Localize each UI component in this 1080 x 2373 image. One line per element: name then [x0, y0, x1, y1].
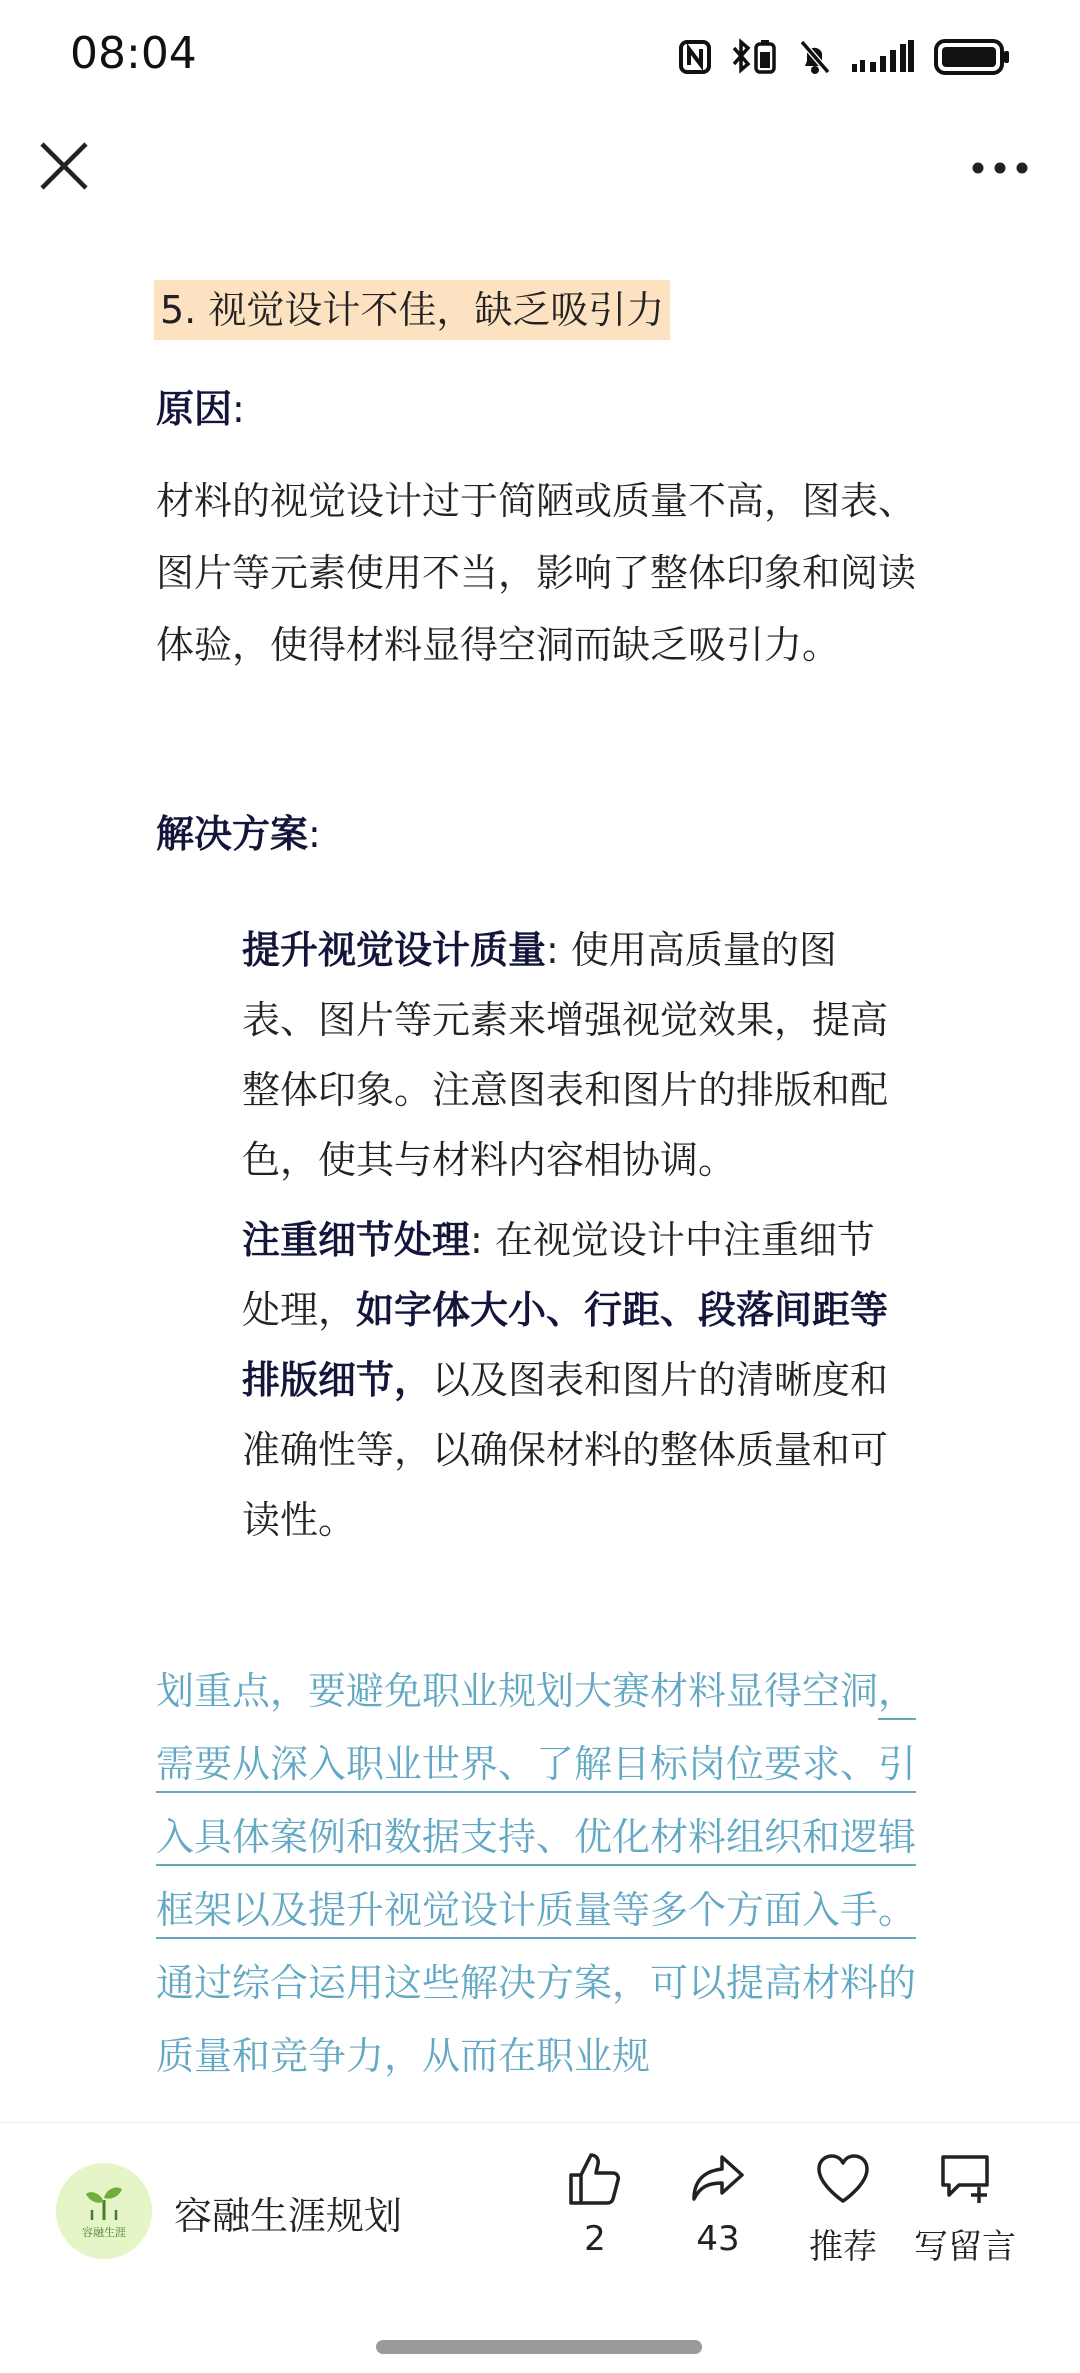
recommend-button[interactable]	[788, 2149, 898, 2268]
share-button[interactable]	[663, 2149, 773, 2259]
solution-colon: :	[308, 812, 321, 856]
solution-item-colon: :	[470, 1218, 483, 1262]
solution-label: 解决方案	[156, 812, 309, 856]
solution-heading	[156, 810, 321, 858]
more-icon	[970, 150, 1030, 186]
thumbs-up-icon	[565, 2149, 625, 2209]
solution-item-emphasis: 如字体大小、行距、段落间距等排版细节，	[242, 1288, 889, 1402]
close-icon	[36, 138, 92, 194]
status-bar	[0, 0, 1080, 120]
solution-item	[242, 915, 902, 1195]
reason-heading	[156, 385, 245, 433]
nfc-icon	[678, 39, 712, 75]
mute-icon	[798, 38, 832, 76]
home-indicator[interactable]	[376, 2340, 702, 2354]
like-button[interactable]	[540, 2149, 650, 2259]
solution-item-text: 使用高质量的图表、图片等元素来增强视觉效果，提高整体印象。注意图表和图片的排版和配色，使其与材料内容相协调。	[242, 928, 889, 1182]
write-comment-icon	[935, 2149, 995, 2209]
section-title: 5. 视觉设计不佳，缺乏吸引力	[154, 280, 670, 340]
status-time: 08:04	[70, 28, 197, 79]
heart-icon	[813, 2149, 873, 2209]
share-icon	[688, 2149, 748, 2209]
comment-label: 写留言	[914, 2227, 1016, 2267]
share-count: 43	[696, 2219, 740, 2259]
comment-button[interactable]	[910, 2149, 1020, 2268]
bottom-action-bar	[0, 2122, 1080, 2373]
signal-icon	[850, 40, 916, 74]
reason-colon: :	[232, 387, 245, 431]
solution-item-title: 注重细节处理	[242, 1218, 471, 1262]
sprout-icon	[82, 2182, 126, 2222]
solution-item	[242, 1205, 902, 1555]
battery-icon	[934, 38, 1010, 76]
like-count: 2	[584, 2219, 606, 2259]
solution-item-text: 在视觉设计中注重细节处理，	[242, 1218, 875, 1332]
summary-text: 划重点，要避免职业规划大赛材料显得空洞	[156, 1669, 879, 1713]
more-button[interactable]	[970, 150, 1030, 186]
account-name[interactable]: 容融生涯规划	[174, 2194, 403, 2238]
summary-underlined-text: ，需要从深入职业世界、了解目标岗位要求、引入具体案例和数据支持、优化材料组织和逻辑框架以及提升视觉设计质量等多个方面入手。	[156, 1669, 917, 1932]
summary-text: 通过综合运用这些解决方案，可以提高材料的质量和竞争力，从而在职业规	[156, 1961, 917, 2078]
solution-item-text: 以及图表和图片的清晰度和准确性等，以确保材料的整体质量和可读性。	[242, 1358, 889, 1542]
recommend-label: 推荐	[809, 2227, 877, 2267]
close-button[interactable]	[36, 138, 92, 194]
avatar-text: 容融生涯	[82, 2226, 126, 2239]
bluetooth-battery-icon	[730, 38, 780, 76]
summary-paragraph	[156, 1655, 936, 2093]
account-avatar[interactable]	[56, 2163, 152, 2259]
solution-item-colon: :	[546, 928, 559, 972]
solution-item-title: 提升视觉设计质量	[242, 928, 547, 972]
reason-label: 原因	[156, 387, 233, 431]
reason-text: 材料的视觉设计过于简陋或质量不高，图表、图片等元素使用不当，影响了整体印象和阅读体验，使得材料显得空洞而缺乏吸引力。	[156, 479, 917, 667]
status-icons	[678, 38, 1010, 76]
